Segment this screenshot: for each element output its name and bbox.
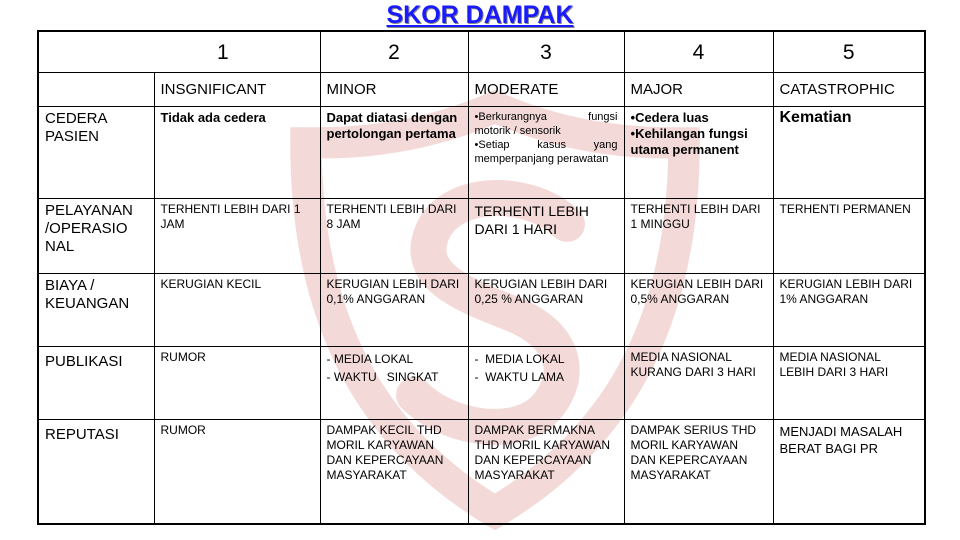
line: - MEDIA LOKAL [326,352,414,366]
cell: KERUGIAN LEBIH DARI 0,25 % ANGGARAN [468,274,624,347]
page-title: SKOR DAMPAK [386,1,574,29]
cell: KERUGIAN LEBIH DARI 0,1% ANGGARAN [320,274,468,347]
score-5: 5 [773,31,925,73]
row-label: PUBLIKASI [38,347,154,420]
row-label: CEDERA PASIEN [38,107,154,199]
cell: KERUGIAN LEBIH DARI 1% ANGGARAN [773,274,925,347]
cell: TERHENTI LEBIH DARI 1 MINGGU [624,199,773,274]
cell: TERHENTI LEBIH DARI 8 JAM [320,199,468,274]
cell: Dapat diatasi dengan pertolongan pertama [320,107,468,199]
cell: RUMOR [154,420,320,524]
cell: KERUGIAN KECIL [154,274,320,347]
row-label: PELAYANAN /OPERASIO NAL [38,199,154,274]
cell: MEDIA NASIONAL LEBIH DARI 3 HARI [773,347,925,420]
score-1: 1 [38,31,320,73]
impact-score-table [37,30,926,525]
cell: DAMPAK KECIL THD MORIL KARYAWAN DAN KEPERCAYAAN MASYARAKAT [320,420,468,524]
cell: Kematian [773,107,925,199]
line: - WAKTU SINGKAT [326,370,439,384]
cell: DAMPAK BERMAKNA THD MORIL KARYAWAN DAN KEPERCAYAAN MASYARAKAT [468,420,624,524]
cell [624,107,773,199]
cell [468,107,624,199]
row-label: BIAYA / KEUANGAN [38,274,154,347]
cell: MEDIA NASIONAL KURANG DARI 3 HARI [624,347,773,420]
cell [468,347,624,420]
cell: MENJADI MASALAH BERAT BAGI PR [773,420,925,524]
row-reputasi [38,420,925,524]
level-2: MINOR [320,73,468,107]
bullet-item: • Kehilangan fungsi utama permanent [631,126,767,158]
level-corner [38,73,154,107]
score-number-row [38,31,925,73]
bullet-item: • Berkurangnya fungsi motorik / sensorik [475,110,618,138]
level-3: MODERATE [468,73,624,107]
bullet-item: • Cedera luas [631,110,767,126]
cell: RUMOR [154,347,320,420]
score-4: 4 [624,31,773,73]
cell: TERHENTI LEBIH DARI 1 HARI [468,199,624,274]
level-5: CATASTROPHIC [773,73,925,107]
row-pelayanan [38,199,925,274]
cell: DAMPAK SERIUS THD MORIL KARYAWAN DAN KEPERCAYAAN MASYARAKAT [624,420,773,524]
level-row [38,73,925,107]
cell: TERHENTI PERMANEN [773,199,925,274]
row-publikasi [38,347,925,420]
score-3: 3 [468,31,624,73]
cell [320,347,468,420]
cell: Tidak ada cedera [154,107,320,199]
cell: TERHENTI LEBIH DARI 1 JAM [154,199,320,274]
line: - WAKTU LAMA [474,370,565,384]
bullet-item: • Setiap kasus yang memperpanjang perawatan [475,138,618,166]
level-1: INSGNIFICANT [154,73,320,107]
line: - MEDIA LOKAL [474,352,565,366]
cell: KERUGIAN LEBIH DARI 0,5% ANGGARAN [624,274,773,347]
row-cedera [38,107,925,199]
level-4: MAJOR [624,73,773,107]
row-label: REPUTASI [38,420,154,524]
row-biaya [38,274,925,347]
score-2: 2 [320,31,468,73]
